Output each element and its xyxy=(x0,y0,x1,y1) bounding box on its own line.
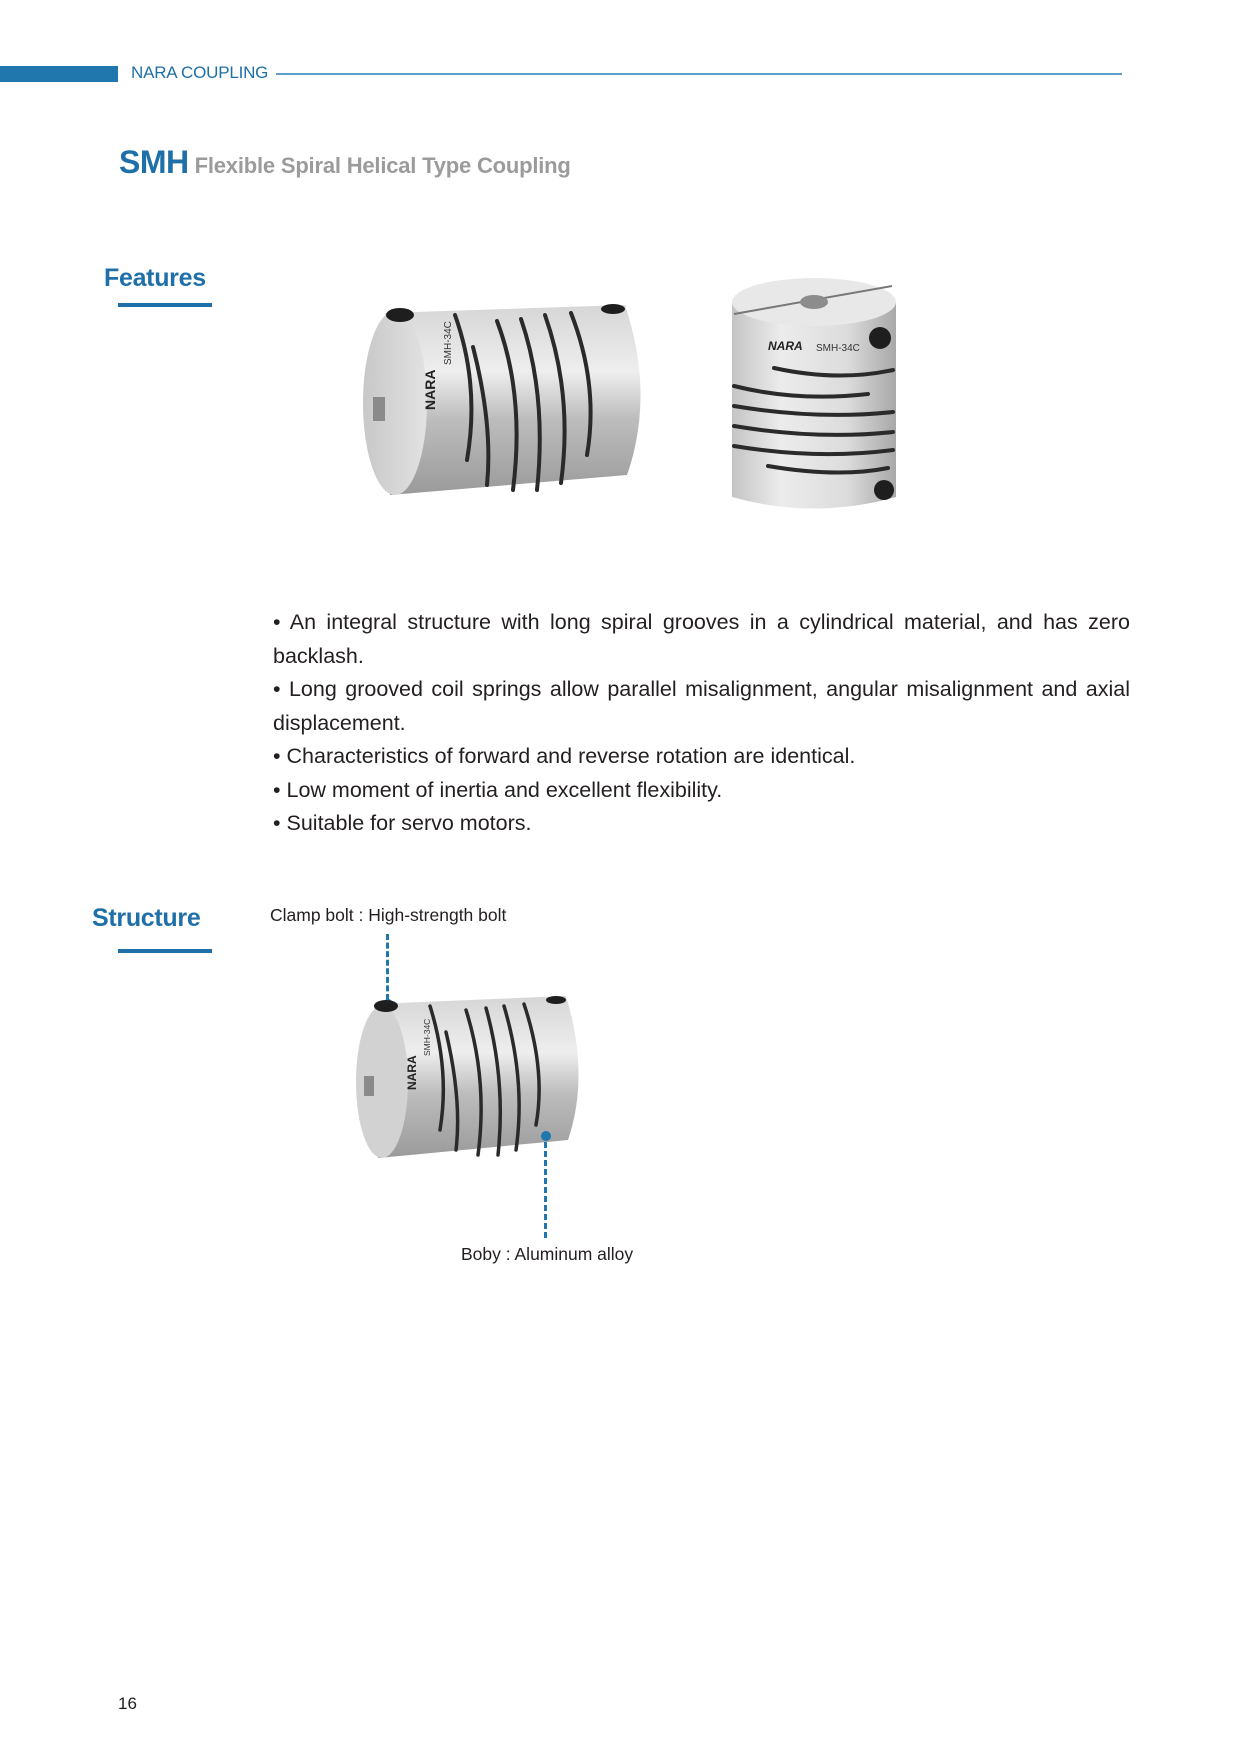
header-brand: NARA COUPLING xyxy=(131,63,269,82)
model-mark: SMH-34C xyxy=(443,321,454,365)
model-mark: SMH-34C xyxy=(422,1018,432,1056)
product-name: Flexible Spiral Helical Type Coupling xyxy=(194,153,571,178)
feature-item: • Suitable for servo motors. xyxy=(273,811,532,835)
feature-item: • Low moment of inertia and excellent flexibility. xyxy=(273,777,723,802)
coupling-structure-photo xyxy=(350,990,590,1170)
product-code: SMH xyxy=(119,144,189,180)
page-number: 16 xyxy=(118,1694,137,1713)
clamp-bolt-icon xyxy=(869,327,891,349)
clamp-bolt-icon xyxy=(386,308,414,322)
brand-mark: NARA xyxy=(405,1055,419,1090)
page-title xyxy=(119,144,571,181)
clamp-bolt-icon xyxy=(546,996,566,1004)
model-mark: SMH-34C xyxy=(816,343,860,354)
clamp-bolt-icon xyxy=(601,304,625,314)
structure-underline xyxy=(118,949,212,953)
body-callout: Boby : Aluminum alloy xyxy=(461,1244,634,1264)
feature-item: • An integral structure with long spiral grooves in a cylindrical material, and has zero backlash. xyxy=(273,610,1130,668)
coupling-side-photo xyxy=(355,285,655,510)
features-heading: Features xyxy=(104,264,206,292)
coupling-upright-photo xyxy=(728,272,928,522)
body-leader-line xyxy=(544,1142,547,1238)
header-rule xyxy=(276,73,1122,75)
brand-mark: NARA xyxy=(422,369,438,410)
structure-heading: Structure xyxy=(92,904,201,932)
clamp-bolt-icon xyxy=(874,480,894,500)
feature-list xyxy=(273,606,1130,841)
coupling-end-face xyxy=(363,311,427,495)
header-accent-bar xyxy=(0,66,118,82)
clamp-bolt-icon xyxy=(374,1000,398,1012)
brand-mark: NARA xyxy=(768,339,803,353)
coupling-end-face xyxy=(356,1006,408,1158)
bore-slot xyxy=(373,397,385,421)
clamp-bolt-callout: Clamp bolt : High-strength bolt xyxy=(270,905,507,925)
bore-slot xyxy=(364,1076,374,1096)
feature-item: • Long grooved coil springs allow parallel misalignment, angular misalignment and axial displacement. xyxy=(273,677,1130,735)
features-underline xyxy=(118,303,212,307)
bore-hole xyxy=(800,295,828,309)
feature-item: • Characteristics of forward and reverse rotation are identical. xyxy=(273,744,856,768)
body-marker xyxy=(541,1131,551,1141)
